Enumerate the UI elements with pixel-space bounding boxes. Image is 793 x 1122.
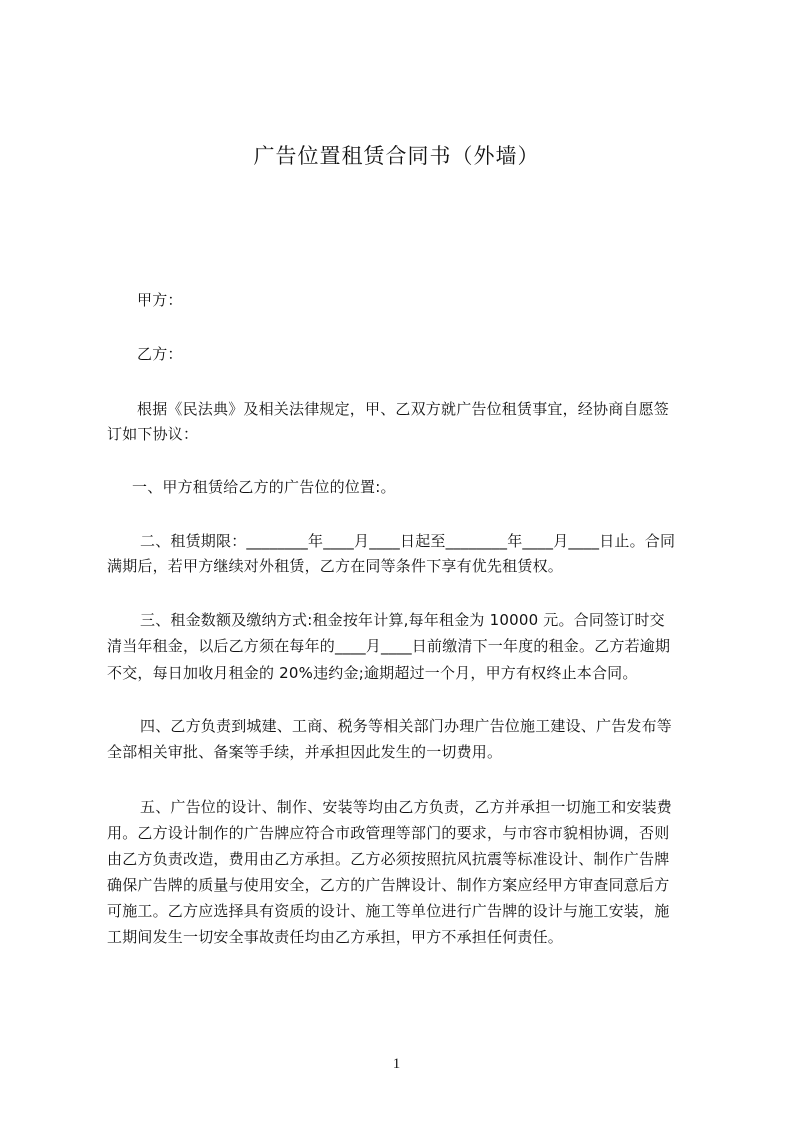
party-a-label: 甲方： — [137, 291, 183, 309]
clause-5-line-2: 用。乙方设计制作的广告牌应符合市政管理等部门的要求，与市容市貌相协调，否则 — [107, 824, 670, 842]
clause-5-line-1: 五、广告位的设计、制作、安装等均由乙方负责，乙方并承担一切施工和安装费 — [140, 798, 673, 816]
clause-5-line-4: 确保广告牌的质量与使用安全，乙方的广告牌设计、制作方案应经甲方审查同意后方 — [107, 876, 670, 894]
page-number: 1 — [392, 1056, 401, 1072]
clause-3-line-3: 不交，每日加收月租金的 20%违约金;逾期超过一个月，甲方有权终止本合同。 — [107, 664, 638, 682]
clause-5-line-6: 工期间发生一切安全事故责任均由乙方承担，甲方不承担任何责任。 — [107, 928, 564, 946]
document-title: 广告位置租赁合同书（外墙） — [253, 144, 540, 168]
clause-4-line-1: 四、乙方负责到城建、工商、税务等相关部门办理广告位施工建设、广告发布等 — [140, 717, 673, 735]
clause-5-line-3: 由乙方负责改造，费用由乙方承担。乙方必须按照抗风抗震等标准设计、制作广告牌 — [107, 850, 670, 868]
clause-5-line-5: 可施工。乙方应选择具有资质的设计、施工等单位进行广告牌的设计与施工安装，施 — [107, 902, 670, 920]
party-b-label: 乙方： — [137, 345, 183, 363]
clause-1-line-1: 一、甲方租赁给乙方的广告位的位置:。 — [132, 478, 396, 496]
clause-3-line-2: 清当年租金，以后乙方须在每年的____月____日前缴清下一年度的租金。乙方若逾期 — [107, 637, 671, 655]
preamble-line-1: 根据《民法典》及相关法律规定，甲、乙双方就广告位租赁事宜，经协商自愿签 — [137, 400, 670, 418]
clause-2-line-2: 满期后，若甲方继续对外租赁，乙方在同等条件下享有优先租赁权。 — [107, 557, 564, 575]
clause-4-line-2: 全部相关审批、备案等手续，并承担因此发生的一切费用。 — [107, 743, 503, 761]
clause-2-line-1: 二、租赁期限：________年____月____日起至________年____月____日止。合同 — [140, 532, 676, 550]
clause-3-line-1: 三、租金数额及缴纳方式:租金按年计算,每年租金为 10000 元。合同签订时交 — [140, 611, 665, 629]
preamble-line-2: 订如下协议： — [107, 425, 199, 443]
